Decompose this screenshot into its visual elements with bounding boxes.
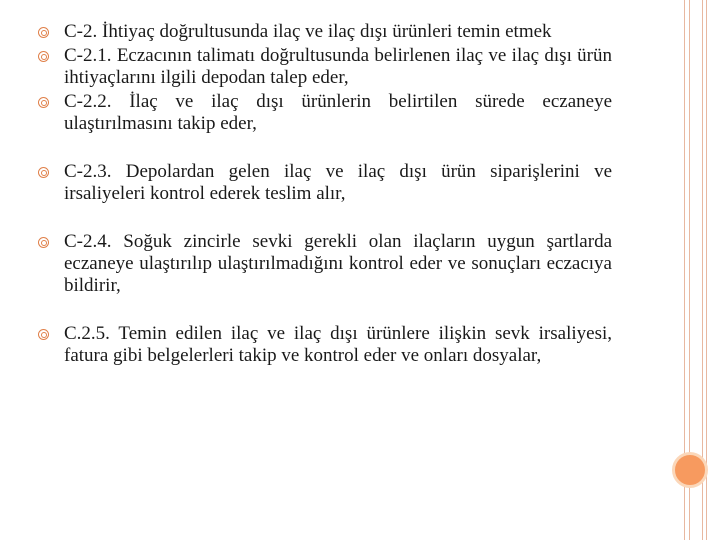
circle-bullet-icon bbox=[38, 329, 49, 340]
circle-bullet-icon bbox=[38, 51, 49, 62]
list-item-text: C-2. İhtiyaç doğrultusunda ilaç ve ilaç dışı ürünleri temin etmek bbox=[64, 21, 552, 42]
circle-bullet-icon bbox=[38, 27, 49, 38]
list-item bbox=[38, 91, 612, 135]
list-item-text: C-2.1. Eczacının talimatı doğrultusunda belirlenen ilaç ve ilaç dışı ürün ihtiyaçlarını ilgili depodan talep eder, bbox=[64, 45, 612, 88]
decorative-rail bbox=[706, 0, 707, 540]
list-item bbox=[38, 323, 612, 367]
list-item bbox=[38, 21, 612, 43]
circle-bullet-icon bbox=[38, 167, 49, 178]
list-item bbox=[38, 45, 612, 89]
bullet-list bbox=[38, 21, 612, 367]
list-item-text: C-2.2. İlaç ve ilaç dışı ürünlerin belirtilen sürede eczaneye ulaştırılmasını takip eder, bbox=[64, 91, 612, 134]
list-item bbox=[38, 161, 612, 205]
list-item-text: C-2.3. Depolardan gelen ilaç ve ilaç dışı ürün siparişlerini ve irsaliyeleri kontrol ederek teslim alır, bbox=[64, 161, 612, 204]
list-item-text: C.2.5. Temin edilen ilaç ve ilaç dışı ürünlere ilişkin sevk irsaliyesi, fatura gibi belgelerleri takip ve kontrol eder ve onları dosyalar, bbox=[64, 323, 612, 366]
list-item bbox=[38, 231, 612, 297]
circle-bullet-icon bbox=[38, 237, 49, 248]
orange-circle-icon bbox=[672, 452, 708, 488]
circle-bullet-icon bbox=[38, 97, 49, 108]
list-item-text: C-2.4. Soğuk zincirle sevki gerekli olan ilaçların uygun şartlarda eczaneye ulaştırılıp ulaştırılmadığını kontrol eder ve sonuçları eczacıya bildirir, bbox=[64, 231, 612, 296]
